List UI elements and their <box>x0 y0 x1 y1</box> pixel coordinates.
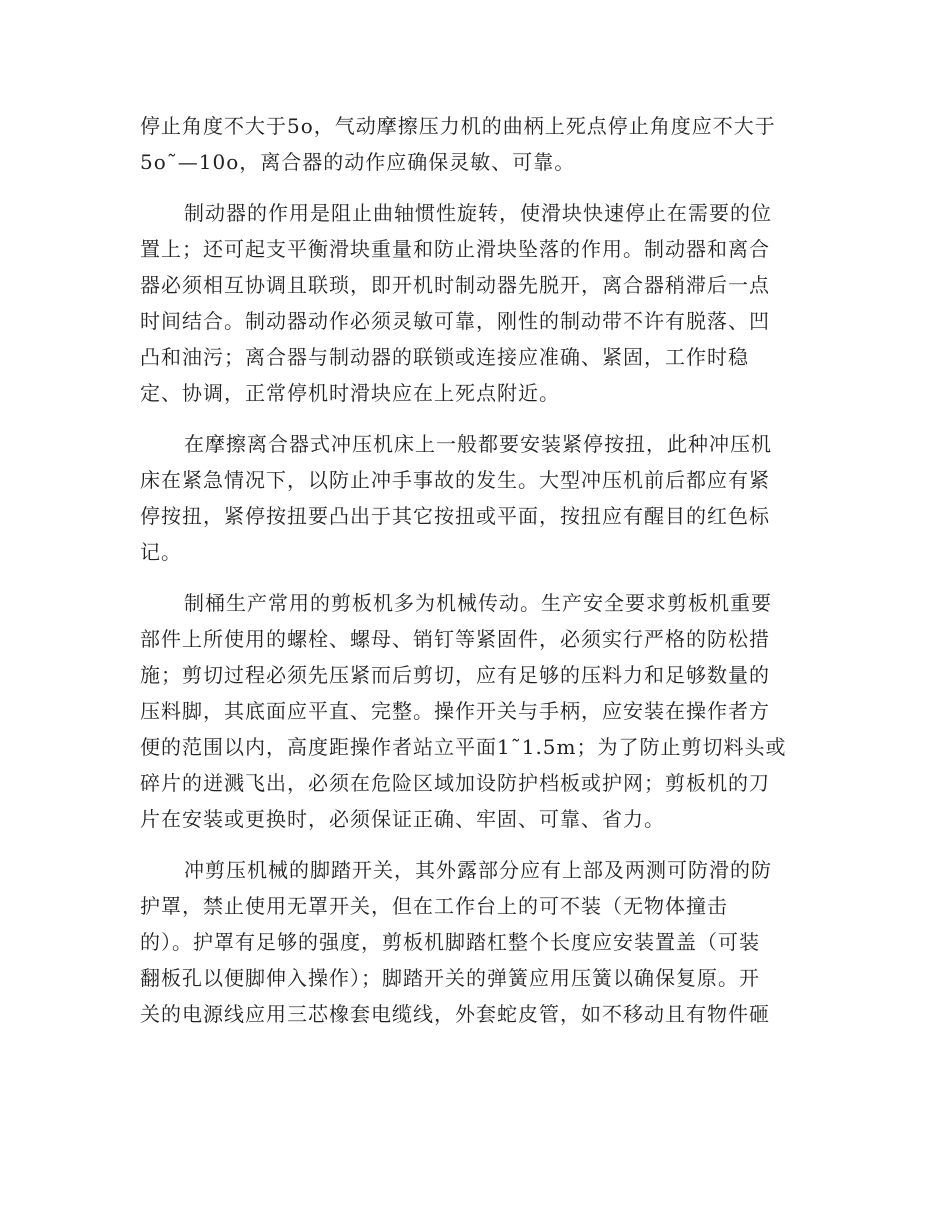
text-line: 碎片的迸溅飞出，必须在危险区域加设防护档板或护网；剪板机的刀 <box>140 771 770 795</box>
text-line: 置上；还可起支平衡滑块重量和防止滑块坠落的作用。制动器和离合 <box>140 237 770 261</box>
text-line: 片在安装或更换时，必须保证正确、牢固、可靠、省力。 <box>140 807 665 831</box>
text-line: 停止角度不大于5o，气动摩擦压力机的曲柄上死点停止角度应不大于 <box>140 114 776 138</box>
text-line: 制动器的作用是阻止曲轴惯性旋转，使滑块快速停止在需要的位 <box>184 201 772 225</box>
text-line: 护罩，禁止使用无罩开关，但在工作台上的可不装（无物体撞击 <box>140 894 728 918</box>
text-line: 5o˜—10o，离合器的动作应确保灵敏、可靠。 <box>140 150 576 174</box>
text-line: 关的电源线应用三芯橡套电缆线，外套蛇皮管，如不移动且有物件砸 <box>140 1002 770 1026</box>
text-line: 在摩擦离合器式冲压机床上一般都要安装紧停按扭，此种冲压机 <box>184 432 772 456</box>
text-line: 翻板孔以便脚伸入操作）；脚踏开关的弹簧应用压簧以确保复原。开 <box>140 966 760 990</box>
paragraph-4 <box>140 585 802 837</box>
text-line: 停按扭，紧停按扭要凸出于其它按扭或平面，按扭应有醒目的红色标 <box>140 504 770 528</box>
text-line: 时间结合。制动器动作必须灵敏可靠，刚性的制动带不许有脱落、凹 <box>140 309 770 333</box>
text-line: 凸和油污；离合器与制动器的联锁或连接应准确、紧固，工作时稳 <box>140 345 749 369</box>
text-line: 冲剪压机械的脚踏开关，其外露部分应有上部及两测可防滑的防 <box>184 858 772 882</box>
text-line: 的）。护罩有足够的强度，剪板机脚踏杠整个长度应安装置盖（可装 <box>140 930 760 954</box>
text-line: 施；剪切过程必须先压紧而后剪切，应有足够的压料力和足够数量的 <box>140 663 770 687</box>
paragraph-3 <box>140 426 802 570</box>
document-body <box>140 108 802 1047</box>
text-line: 记。 <box>140 540 182 564</box>
paragraph-2 <box>140 195 802 411</box>
paragraph-1 <box>140 108 802 180</box>
text-line: 器必须相互协调且联琐，即开机时制动器先脱开，离合器稍滞后一点 <box>140 273 770 297</box>
text-line: 部件上所使用的螺栓、螺母、销钉等紧固件，必须实行严格的防松措 <box>140 627 770 651</box>
text-line: 压料脚，其底面应平直、完整。操作开关与手柄，应安装在操作者方 <box>140 699 770 723</box>
text-line: 定、协调，正常停机时滑块应在上死点附近。 <box>140 381 560 405</box>
text-line: 便的范围以内，高度距操作者站立平面1˜1.5m；为了防止剪切料头或 <box>140 735 787 759</box>
text-line: 制桶生产常用的剪板机多为机械传动。生产安全要求剪板机重要 <box>184 591 772 615</box>
text-line: 床在紧急情况下，以防止冲手事故的发生。大型冲压机前后都应有紧 <box>140 468 770 492</box>
paragraph-5 <box>140 852 802 1032</box>
